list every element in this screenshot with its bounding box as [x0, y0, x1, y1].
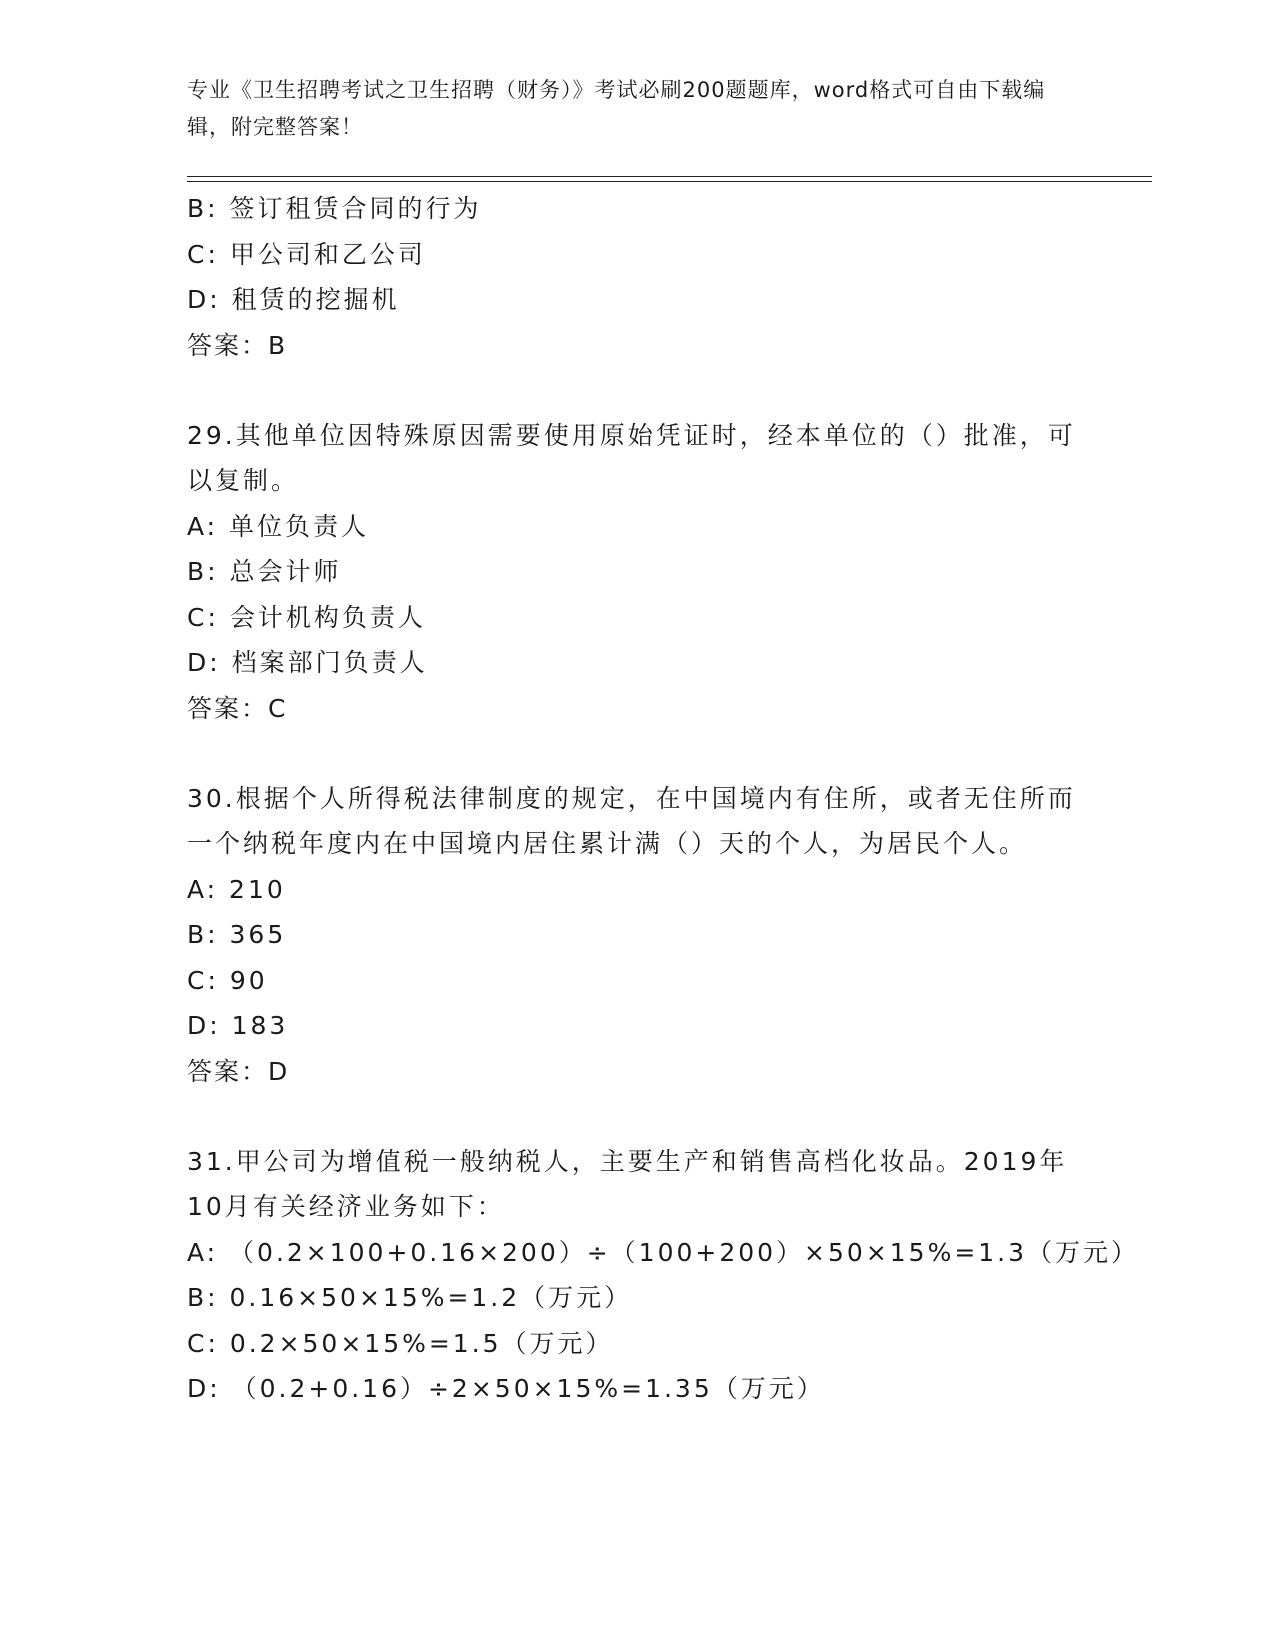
- option-d: D: 档案部门负责人: [187, 648, 428, 677]
- question-29: [187, 413, 1087, 732]
- question-stem: 29.其他单位因特殊原因需要使用原始凭证时，经本单位的（）批准，可以复制。: [187, 420, 1076, 495]
- question-stem: 30.根据个人所得税法律制度的规定，在中国境内有住所，或者无住所而一个纳税年度内在中国境内居住累计满（）天的个人，为居民个人。: [187, 783, 1076, 858]
- option-c: C: 90: [187, 965, 268, 995]
- option-b: B: 签订租赁合同的行为: [187, 194, 482, 223]
- answer-label: 答案：D: [187, 1056, 290, 1086]
- header-title: 专业《卫生招聘考试之卫生招聘（财务）》考试必刷200题题库，word格式可自由下载编辑，附完整答案！: [187, 78, 1046, 139]
- document-header: [187, 72, 1067, 146]
- option-b: B: 0.16×50×15%=1.2（万元）: [187, 1283, 633, 1312]
- header-divider-bottom: [187, 181, 1152, 182]
- question-list: [187, 186, 1140, 1456]
- option-c: C: 0.2×50×15%=1.5（万元）: [187, 1328, 614, 1358]
- question-28-continued: [187, 186, 1087, 369]
- option-a: A: 单位负责人: [187, 511, 370, 541]
- answer-label: 答案：B: [187, 330, 288, 360]
- option-b: B: 365: [187, 920, 287, 949]
- option-d: D: （0.2+0.16）÷2×50×15%=1.35（万元）: [187, 1374, 825, 1403]
- option-b: B: 总会计师: [187, 557, 342, 586]
- question-stem: 31.甲公司为增值税一般纳税人，主要生产和销售高档化妆品。2019年10月有关经济业务如下：: [187, 1146, 1068, 1221]
- option-c: C: 会计机构负责人: [187, 602, 426, 632]
- option-d: D: 183: [187, 1011, 289, 1040]
- option-c: C: 甲公司和乙公司: [187, 239, 426, 269]
- question-30: [187, 776, 1087, 1095]
- answer-label: 答案：C: [187, 693, 288, 723]
- option-d: D: 租赁的挖掘机: [187, 285, 400, 314]
- header-divider-top: [187, 176, 1152, 177]
- option-a: A: 210: [187, 874, 286, 904]
- option-a: A: （0.2×100+0.16×200）÷（100+200）×50×15%=1.3（万元）: [187, 1237, 1140, 1267]
- question-31: [187, 1139, 1140, 1412]
